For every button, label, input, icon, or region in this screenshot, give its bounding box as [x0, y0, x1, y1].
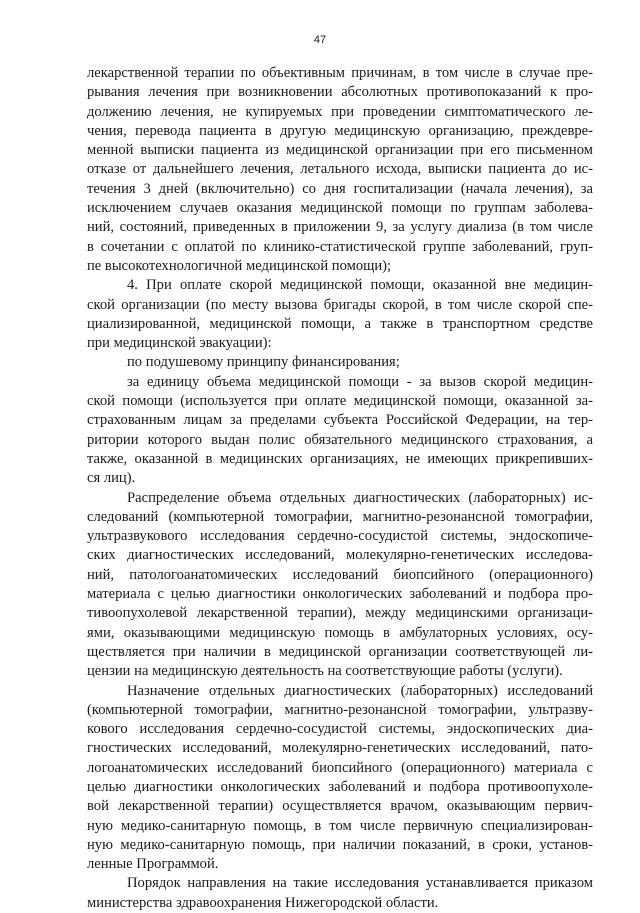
text-line: логоанатомических исследований биопсийного (операционного) материала с	[87, 759, 593, 776]
text-line: пе высокотехнологичной медицинской помощи);	[87, 257, 392, 274]
text-line: Назначение отдельных диагностических (лабораторных) исследований	[127, 682, 593, 699]
text-line: исключением случаев оказания медицинской помощи по группам заболева-	[87, 200, 593, 217]
text-line: кового исследования сердечно-сосудистой системы, эндоскопических диа-	[87, 721, 593, 738]
text-line: (компьютерной томографии, магнитно-резонансной томографии, ультразву-	[87, 701, 593, 718]
text-line: ями, оказывающими медицинскую помощь в амбулаторных условиях, осу-	[87, 624, 593, 641]
paragraph	[87, 874, 593, 913]
text-line: циализированной, медицинской помощи, а также в транспортном средстве	[87, 315, 593, 332]
text-line: страхованным лицам за пределами субъекта Российской Федерации, на тер-	[87, 412, 593, 429]
text-line: чения, перевода пациента в другую медицинскую организацию, преждевре-	[87, 122, 593, 139]
text-line: целью диагностики онкологических заболеваний и подбора противоопухоле-	[87, 778, 593, 795]
page-number: 47	[313, 34, 327, 46]
text-line: ную медико-санитарную помощь, при наличии показаний, в сроки, установ-	[87, 836, 593, 853]
text-line: также, оказанной в медицинских организациях, не имеющих прикрепивших-	[87, 450, 593, 467]
paragraph	[87, 489, 593, 682]
text-line: рывания лечения при возникновении абсолютных противопоказаний к про-	[87, 84, 593, 101]
paragraph	[87, 276, 593, 353]
text-line: следований (компьютерной томографии, магнитно-резонансной томографии,	[87, 508, 593, 525]
paragraph	[87, 682, 593, 875]
text-line: ся лиц).	[87, 470, 136, 487]
paragraph	[87, 373, 593, 489]
text-line: ритории которого выдан полис обязательного медицинского страхования, а	[87, 431, 593, 448]
paragraph	[87, 353, 593, 372]
text-line: Распределение объема отдельных диагностических (лабораторных) ис-	[127, 489, 593, 506]
text-line: лекарственной терапии по объективным причинам, в том числе в случае пре-	[87, 65, 593, 81]
text-line: по подушевому принципу финансирования;	[127, 354, 400, 371]
text-line: ских диагностических исследований, молекулярно-генетических исследова-	[87, 547, 593, 564]
text-line: 4. При оплате скорой медицинской помощи, оказанной вне медицин-	[127, 277, 593, 294]
text-line: гностических исследований, молекулярно-генетических исследований, пато-	[87, 740, 593, 757]
text-line: ний, патологоанатомических исследований биопсийного (операционного)	[87, 566, 593, 583]
body-text	[87, 64, 593, 913]
text-line: при медицинской эвакуации):	[87, 335, 272, 352]
text-line: течения 3 дней (включительно) со дня госпитализации (начала лечения), за	[87, 180, 593, 197]
paragraph	[87, 64, 593, 276]
text-line: ской организации (по месту вызова бригады скорой, в том числе скорой спе-	[87, 296, 593, 313]
text-line: министерства здравоохранения Нижегородской области.	[87, 894, 439, 911]
text-line: вой лекарственной терапии) осуществляется врачом, оказывающим первич-	[87, 798, 593, 815]
text-line: ний, состояний, приведенных в приложении 9, за услугу диализа (в том числе	[87, 219, 593, 236]
text-line: отказе от дальнейшего лечения, летального исхода, выписки пациента до ис-	[87, 161, 593, 178]
text-line: цензии на медицинскую деятельность на соответствующие работы (услуги).	[87, 663, 563, 680]
text-line: тивоопухолевой лекарственной терапии), между медицинскими организаци-	[87, 605, 593, 622]
text-line: Порядок направления на такие исследования устанавливается приказом	[127, 875, 593, 892]
text-line: материала с целью диагностики онкологических заболеваний и подбора про-	[87, 586, 593, 603]
text-line: ленные Программой.	[87, 856, 219, 873]
text-line: ской помощи (используется при оплате медицинской помощи, оказанной за-	[87, 393, 593, 410]
text-line: в сочетании с оплатой по клинико-статистической группе заболеваний, груп-	[87, 238, 593, 255]
text-line: должению лечения, не купируемых при проведении симптоматического ле-	[87, 103, 593, 120]
text-line: ультразвукового исследования сердечно-сосудистой системы, эндоскопиче-	[87, 528, 593, 545]
text-line: ществляется при наличии в медицинской организации соответствующей ли-	[87, 643, 593, 660]
text-line: за единицу объема медицинской помощи - за вызов скорой медицин-	[127, 373, 593, 390]
text-line: менной выписки пациента из медицинской организации при его письменном	[87, 142, 593, 159]
text-line: ную медико-санитарную помощь, в том числе первичную специализирован-	[87, 817, 593, 834]
